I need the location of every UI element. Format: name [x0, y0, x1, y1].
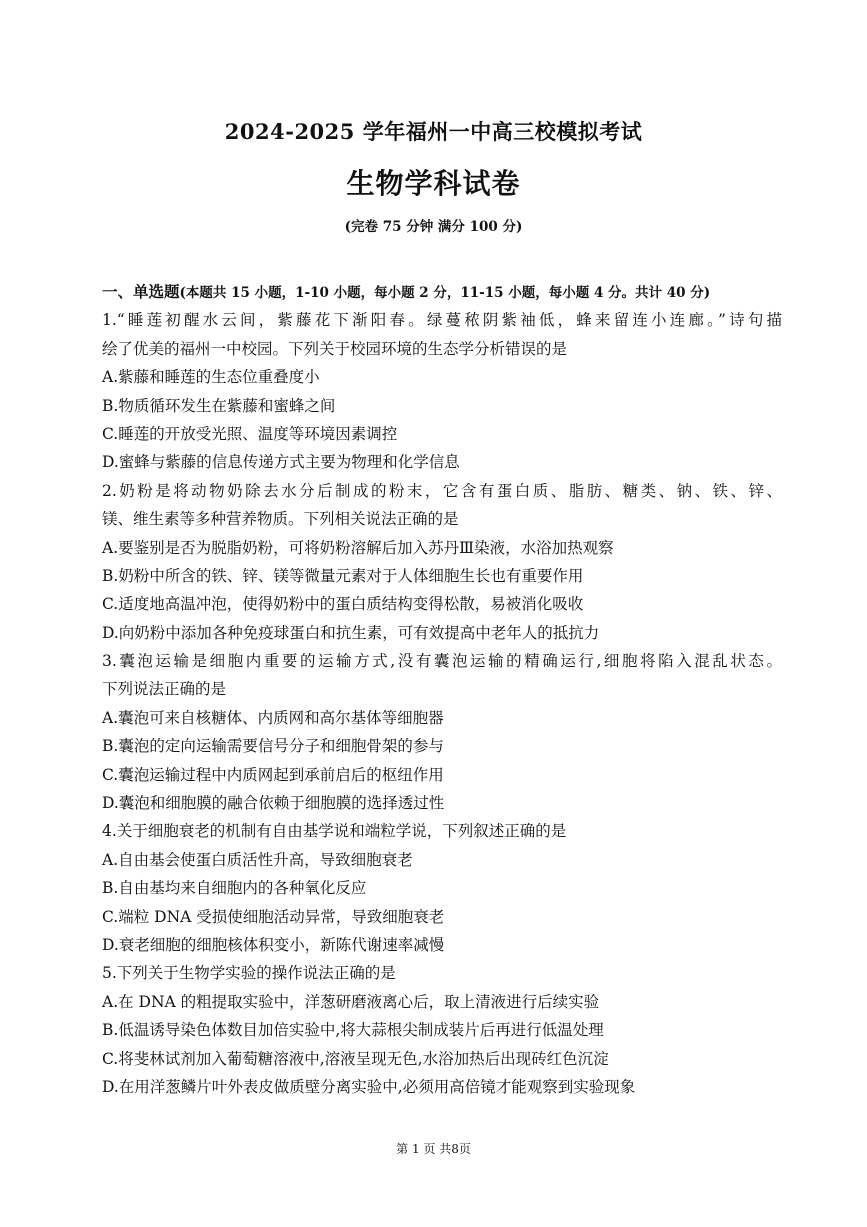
option-b: B.自由基均来自细胞内的各种氧化反应 [102, 879, 367, 898]
option-d: D.蜜蜂与紫藤的信息传递方式主要为物理和化学信息 [102, 453, 460, 472]
option-d: D.衰老细胞的细胞核体积变小，新陈代谢速率减慢 [102, 935, 445, 954]
question-stem-line: 绘了优美的福州一中校园。下列关于校园环境的生态学分析错误的是 [102, 339, 568, 358]
question-stem-line: 1.“睡莲初醒水云间，紫藤花下渐阳春。绿蔓秾阴紫袖低，蜂来留连小连廊。”诗句描 [102, 311, 782, 330]
option-a: A.自由基会使蛋白质活性升高，导致细胞衰老 [102, 850, 413, 869]
exam-info: (完卷 75 分钟 满分 100 分) [344, 219, 523, 235]
question-stem-line: 3.囊泡运输是细胞内重要的运输方式,没有囊泡运输的精确运行,细胞将陷入混乱状态。 [102, 652, 782, 671]
option-c: C.睡莲的开放受光照、温度等环境因素调控 [102, 424, 398, 443]
option-c: C.端粒 DNA 受损使细胞活动异常，导致细胞衰老 [102, 907, 445, 926]
option-d: D.囊泡和细胞膜的融合依赖于细胞膜的选择透过性 [102, 794, 445, 813]
section-heading: 一、单选题 [102, 283, 180, 301]
option-c: C.囊泡运输过程中内质网起到承前启后的枢纽作用 [102, 765, 444, 784]
question-2 [102, 477, 782, 647]
option-a: A.在 DNA 的粗提取实验中，洋葱研磨液离心后，取上清液进行后续实验 [102, 992, 600, 1011]
question-4 [102, 817, 782, 959]
question-3 [102, 647, 782, 817]
school-title: 2024-2025 学年福州一中高三校模拟考试 [224, 119, 643, 144]
question-stem-line: 下列说法正确的是 [102, 680, 227, 699]
option-d: D.在用洋葱鳞片叶外表皮做质壁分离实验中,必须用高倍镜才能观察到实验现象 [102, 1077, 636, 1096]
option-b: B.物质循环发生在紫藤和蜜蜂之间 [102, 396, 336, 415]
option-b: B.低温诱导染色体数目加倍实验中,将大蒜根尖制成装片后再进行低温处理 [102, 1021, 604, 1040]
option-a: A.要鉴别是否为脱脂奶粉，可将奶粉溶解后加入苏丹Ⅲ染液，水浴加热观察 [102, 538, 614, 557]
question-stem-line: 2.奶粉是将动物奶除去水分后制成的粉末，它含有蛋白质、脂肪、糖类、钠、铁、锌、 [102, 481, 782, 500]
question-section [102, 278, 782, 1101]
option-c: C.适度地高温冲泡，使得奶粉中的蛋白质结构变得松散，易被消化吸收 [102, 595, 584, 614]
option-b: B.囊泡的定向运输需要信号分子和细胞骨架的参与 [102, 737, 444, 756]
page-number: 第 1 页 共8页 [396, 1142, 471, 1156]
section-note: (本题共 15 小题，1-10 小题，每小题 2 分，11-15 小题，每小题 4 分。共计 40 分) [179, 285, 711, 301]
section-header [102, 278, 782, 306]
question-5 [102, 959, 782, 1101]
option-a: A.囊泡可来自核糖体、内质网和高尔基体等细胞器 [102, 708, 444, 727]
question-stem-line: 镁、维生素等多种营养物质。下列相关说法正确的是 [102, 510, 459, 529]
option-d: D.向奶粉中添加各种免疫球蛋白和抗生素，可有效提高中老年人的抵抗力 [102, 623, 600, 642]
option-b: B.奶粉中所含的铁、锌、镁等微量元素对于人体细胞生长也有重要作用 [102, 566, 584, 585]
question-stem-line: 5.下列关于生物学实验的操作说法正确的是 [102, 964, 396, 983]
question-stem-line: 4.关于细胞衰老的机制有自由基学说和端粒学说，下列叙述正确的是 [102, 822, 567, 841]
option-a: A.紫藤和睡莲的生态位重叠度小 [102, 368, 320, 387]
subject-title: 生物学科试卷 [346, 167, 521, 200]
option-c: C.将斐林试剂加入葡萄糖溶液中,溶液呈现无色,水浴加热后出现砖红色沉淀 [102, 1049, 609, 1068]
question-1 [102, 306, 782, 476]
